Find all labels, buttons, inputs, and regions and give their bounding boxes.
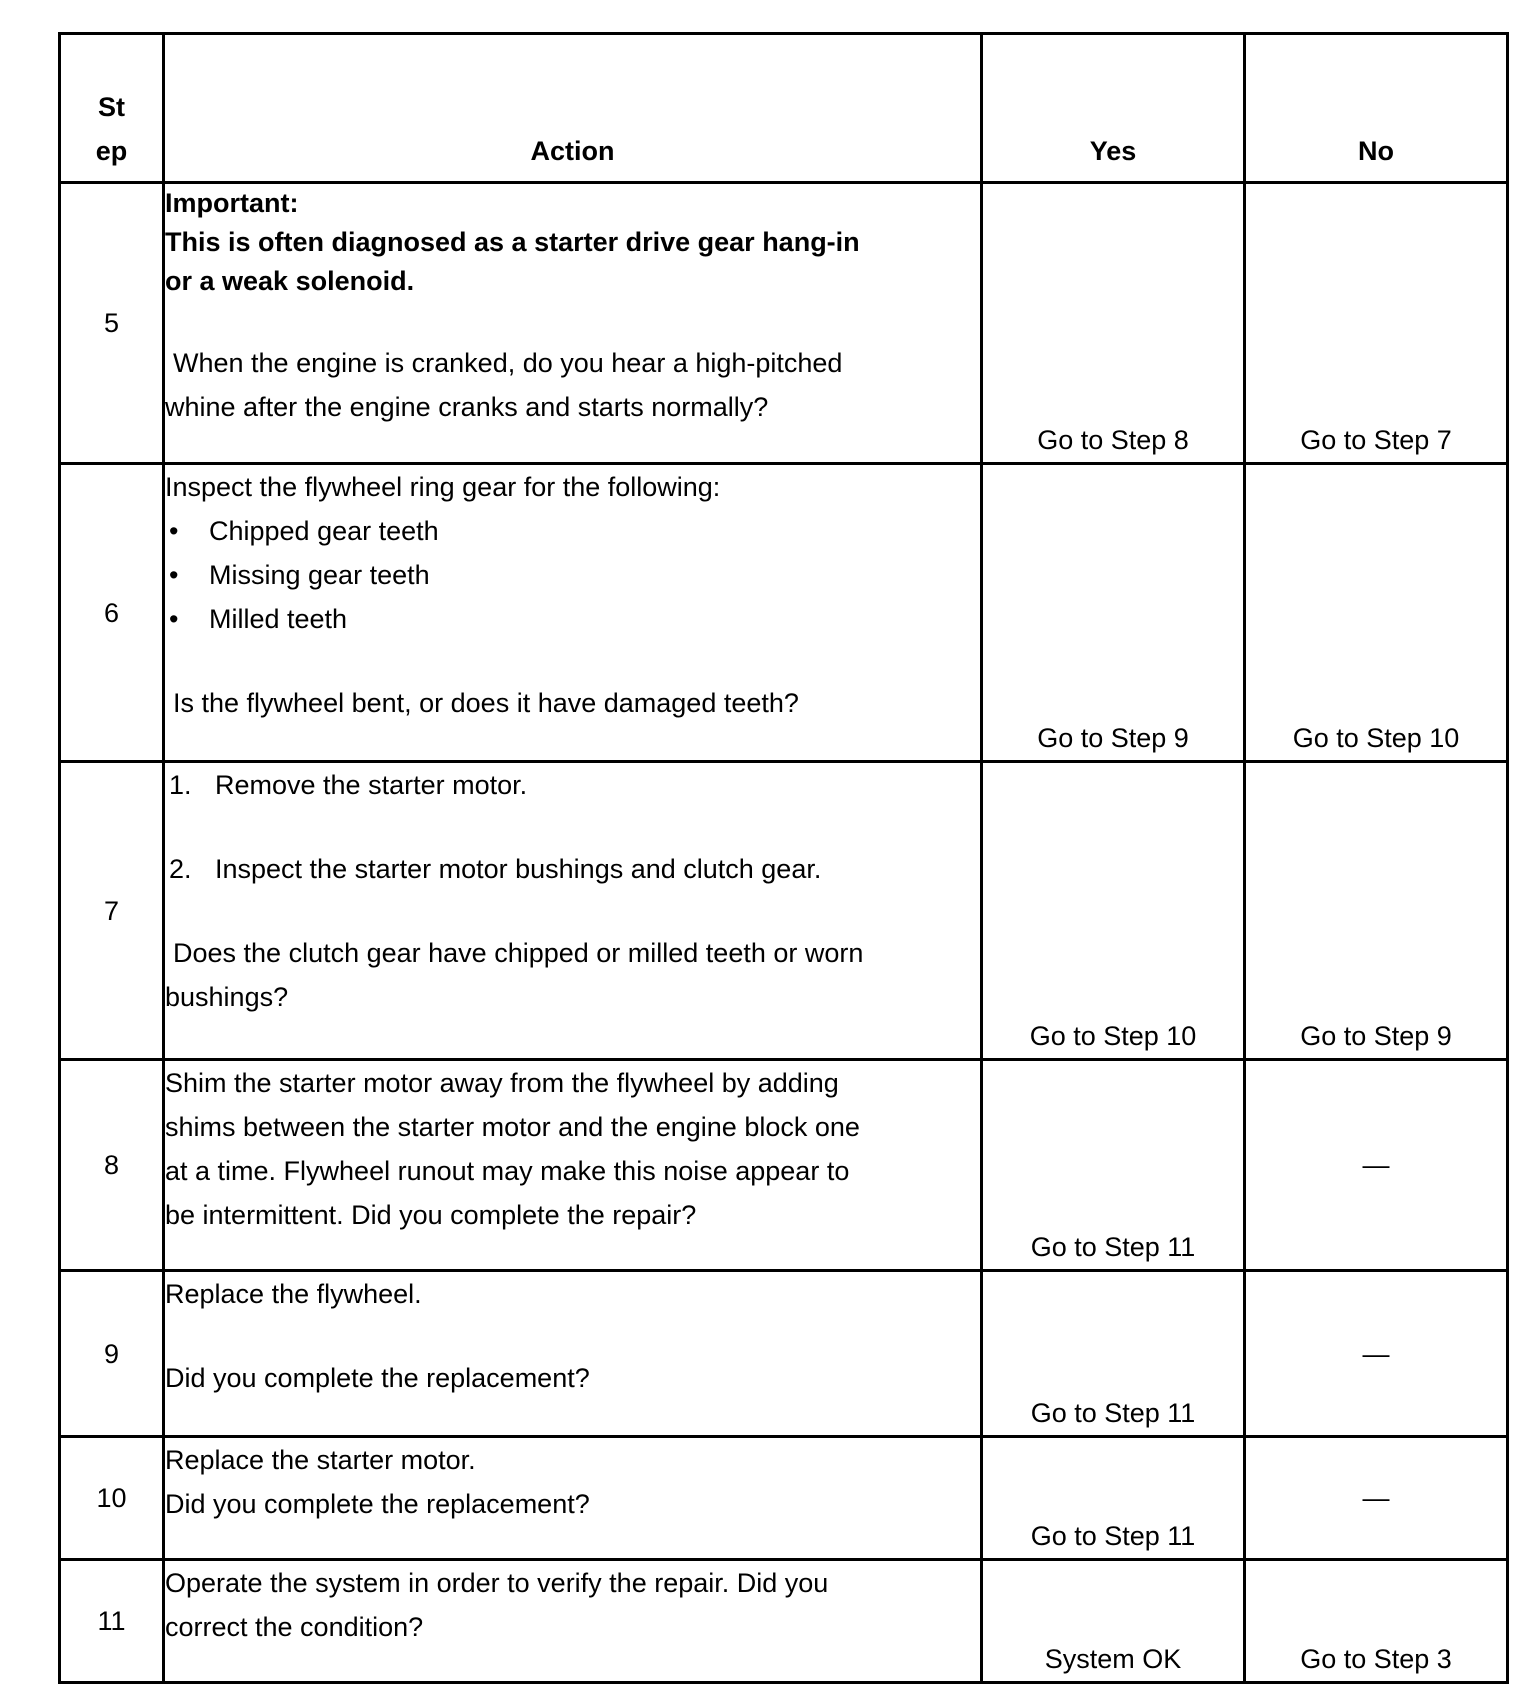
question-text: Is the flywheel bent, or does it have damaged teeth? bbox=[173, 688, 799, 718]
step-number: 9 bbox=[60, 1271, 164, 1437]
question-text: Did you complete the replacement? bbox=[165, 1489, 590, 1519]
header-step bbox=[60, 34, 164, 183]
list-item-text: Inspect the starter motor bushings and clutch gear. bbox=[215, 854, 822, 884]
important-label: Important: bbox=[165, 188, 299, 218]
list-item bbox=[165, 509, 980, 553]
table-row bbox=[60, 762, 1508, 1060]
table-row bbox=[60, 1560, 1508, 1683]
no-result: Go to Step 7 bbox=[1245, 183, 1508, 464]
action-cell bbox=[164, 464, 982, 762]
important-text: or a weak solenoid. bbox=[165, 266, 415, 296]
table-row bbox=[60, 183, 1508, 464]
list-item bbox=[165, 553, 980, 597]
yes-result: Go to Step 10 bbox=[982, 762, 1245, 1060]
no-result: — bbox=[1245, 1060, 1508, 1271]
question-text: correct the condition? bbox=[165, 1612, 424, 1642]
header-step-line2: ep bbox=[95, 136, 128, 166]
question-text: Does the clutch gear have chipped or milled teeth or worn bbox=[173, 938, 864, 968]
action-intro: Inspect the flywheel ring gear for the following: bbox=[165, 472, 721, 502]
yes-result: System OK bbox=[982, 1560, 1245, 1683]
diagnostic-table bbox=[58, 32, 1509, 1684]
yes-result: Go to Step 11 bbox=[982, 1060, 1245, 1271]
step-number: 6 bbox=[60, 464, 164, 762]
action-text: Replace the flywheel. bbox=[165, 1279, 422, 1309]
question-text: Did you complete the replacement? bbox=[165, 1363, 590, 1393]
list-item-text: Remove the starter motor. bbox=[215, 770, 528, 800]
header-row bbox=[60, 34, 1508, 183]
no-result: — bbox=[1245, 1437, 1508, 1560]
step-number: 8 bbox=[60, 1060, 164, 1271]
list-item-text: Milled teeth bbox=[209, 604, 348, 634]
list-item-number: 1. bbox=[169, 770, 192, 800]
yes-result: Go to Step 11 bbox=[982, 1437, 1245, 1560]
yes-result: Go to Step 9 bbox=[982, 464, 1245, 762]
action-text: Replace the starter motor. bbox=[165, 1445, 476, 1475]
action-text: Shim the starter motor away from the flywheel by adding bbox=[165, 1068, 839, 1098]
action-text: at a time. Flywheel runout may make this noise appear to bbox=[165, 1156, 850, 1186]
list-item-text: Missing gear teeth bbox=[209, 560, 430, 590]
question-text: whine after the engine cranks and starts normally? bbox=[165, 392, 769, 422]
step-number: 11 bbox=[60, 1560, 164, 1683]
list-item bbox=[165, 847, 980, 891]
header-step-line1: St bbox=[98, 92, 125, 122]
list-item-text: Chipped gear teeth bbox=[209, 516, 439, 546]
question-text: When the engine is cranked, do you hear a high-pitched bbox=[173, 348, 843, 378]
action-cell bbox=[164, 1060, 982, 1271]
action-text: Operate the system in order to verify the repair. Did you bbox=[165, 1568, 829, 1598]
question-text: bushings? bbox=[165, 982, 289, 1012]
step-number: 7 bbox=[60, 762, 164, 1060]
bullet-icon: • bbox=[169, 604, 179, 634]
table-row bbox=[60, 1437, 1508, 1560]
action-text: shims between the starter motor and the engine block one bbox=[165, 1112, 860, 1142]
header-yes: Yes bbox=[982, 34, 1245, 183]
no-result: — bbox=[1245, 1271, 1508, 1437]
header-no: No bbox=[1245, 34, 1508, 183]
table-row bbox=[60, 1060, 1508, 1271]
action-cell bbox=[164, 1271, 982, 1437]
important-text: This is often diagnosed as a starter drive gear hang-in bbox=[165, 227, 860, 257]
table-row bbox=[60, 464, 1508, 762]
action-cell bbox=[164, 1560, 982, 1683]
table-row bbox=[60, 1271, 1508, 1437]
action-cell bbox=[164, 183, 982, 464]
no-result: Go to Step 3 bbox=[1245, 1560, 1508, 1683]
no-result: Go to Step 10 bbox=[1245, 464, 1508, 762]
step-number: 10 bbox=[60, 1437, 164, 1560]
yes-result: Go to Step 11 bbox=[982, 1271, 1245, 1437]
action-cell bbox=[164, 762, 982, 1060]
action-cell bbox=[164, 1437, 982, 1560]
list-item-number: 2. bbox=[169, 854, 192, 884]
header-action: Action bbox=[164, 34, 982, 183]
no-result: Go to Step 9 bbox=[1245, 762, 1508, 1060]
yes-result: Go to Step 8 bbox=[982, 183, 1245, 464]
list-item bbox=[165, 597, 980, 641]
step-number: 5 bbox=[60, 183, 164, 464]
action-text: be intermittent. Did you complete the repair? bbox=[165, 1200, 697, 1230]
bullet-icon: • bbox=[169, 516, 179, 546]
bullet-icon: • bbox=[169, 560, 179, 590]
list-item bbox=[165, 763, 980, 807]
